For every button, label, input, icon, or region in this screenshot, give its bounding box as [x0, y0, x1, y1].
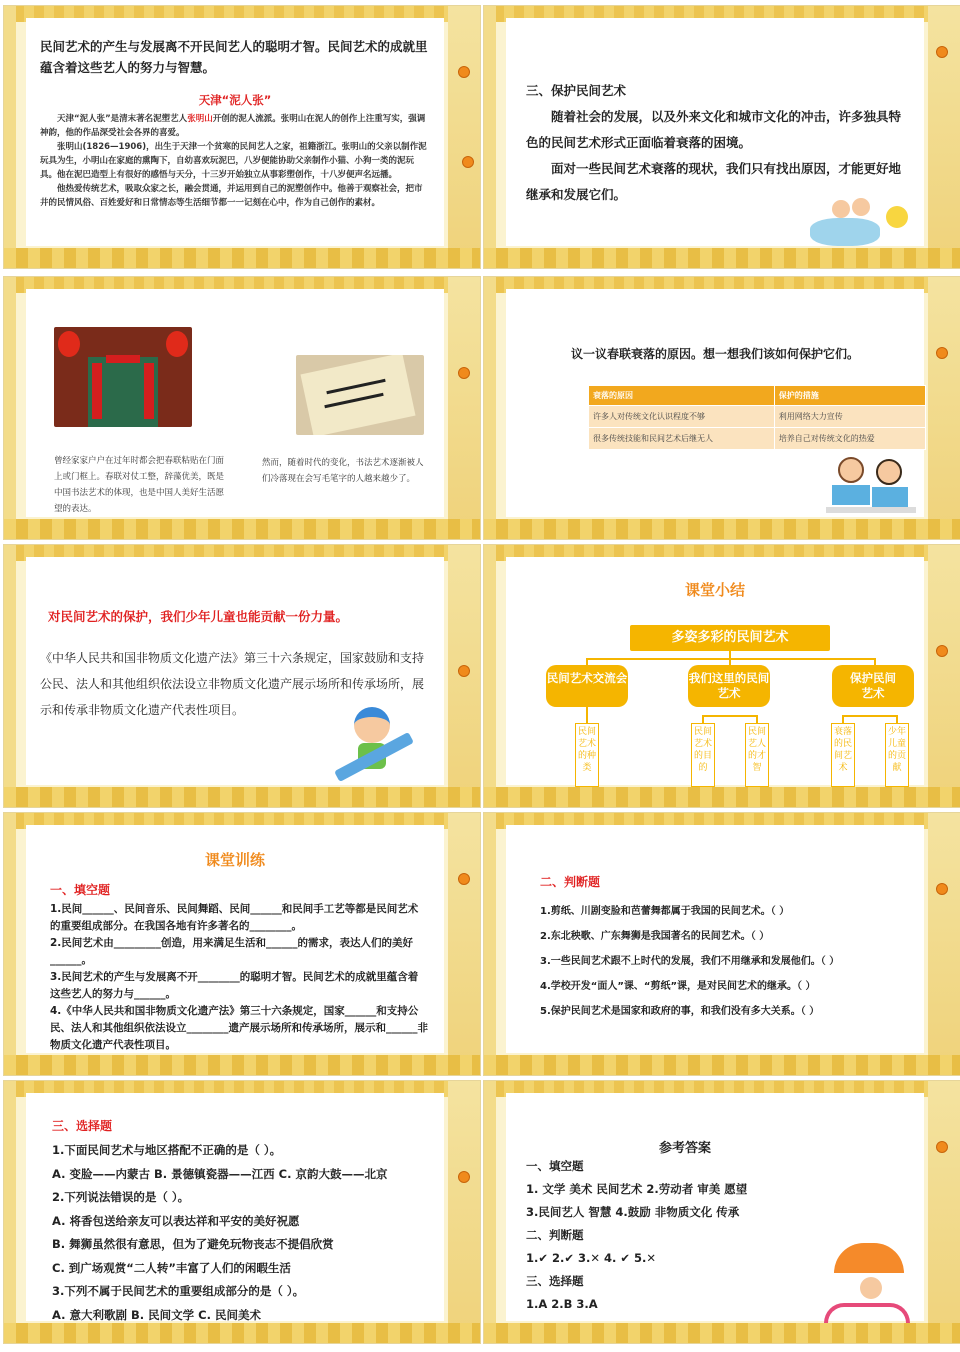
border-decoration [928, 1081, 960, 1343]
persimmon-icon [458, 66, 470, 78]
slide-content [26, 557, 444, 785]
border-decoration [484, 787, 960, 807]
border-decoration [484, 1055, 960, 1075]
border-decoration [484, 6, 496, 268]
slide-8 [483, 812, 960, 1076]
border-decoration [4, 545, 16, 807]
connector-line [842, 715, 844, 723]
paragraph: 他热爱传统艺术，吸取众家之长，融会贯通，并运用到自己的泥塑创作中。他善于观察社会，把市井的民情风俗、百姓爱好和日常情态等生活细节都一一记刻在心中，作为自己创作的素材。 [40, 184, 423, 208]
connector-line [896, 715, 898, 723]
border-decoration [928, 813, 960, 1075]
slide-content [506, 1093, 924, 1321]
slide-title: 课堂训练 [204, 851, 265, 869]
slide-3 [3, 276, 481, 540]
border-decoration [928, 6, 960, 268]
reading-kids-illustration [822, 457, 922, 523]
connector-line [586, 707, 588, 723]
table-cell: 利用网络大力宣传 [774, 406, 925, 428]
section-heading: 三、选择题 [52, 1119, 113, 1133]
slide-content [26, 18, 444, 246]
answer-line: 三、选择题 [526, 1274, 584, 1288]
connector-line [702, 715, 704, 723]
mindmap-node: 民间艺术交流会 [546, 665, 628, 707]
caption: 曾经家家户户在过年时都会把春联粘贴在门面上或门框上。春联对仗工整，辞藻优美，既是中国书法艺术的体现，也是中国人美好生活愿望的表达。 [54, 456, 225, 514]
options: A. 将香包送给亲友可以表达祥和平安的美好祝愿 [52, 1213, 300, 1228]
persimmon-icon [462, 156, 474, 168]
connector-line [702, 715, 758, 717]
slide-title: 课堂小结 [684, 581, 745, 599]
question: 2.下列说法错误的是（ ）。 [52, 1190, 190, 1204]
question: 5.保护民间艺术是国家和政府的事，和我们没有多大关系。（ ） [540, 1006, 820, 1017]
slide-content [26, 289, 444, 517]
border-decoration [4, 787, 480, 807]
border-decoration [4, 519, 480, 539]
border-decoration [928, 277, 960, 539]
connector-line [842, 715, 898, 717]
slide-5 [3, 544, 481, 808]
options: C. 到广场观赏“二人转”丰富了人们的闲暇生活 [52, 1260, 291, 1275]
spring-couplet-door-photo [54, 327, 192, 427]
border-decoration [4, 277, 16, 539]
border-decoration [4, 6, 16, 268]
girl-with-umbrella-illustration [824, 1243, 910, 1327]
border-decoration [484, 813, 496, 1075]
mindmap-leaf: 衰落的民间艺术 [831, 723, 855, 787]
question: 2.东北秧歌、广东舞狮是我国著名的民间艺术。（ ） [540, 931, 770, 942]
mindmap-root: 多姿多彩的民间艺术 [630, 625, 830, 651]
border-decoration [4, 813, 16, 1075]
question: 1.剪纸、川剧变脸和芭蕾舞都属于我国的民间艺术。（ ） [540, 906, 790, 917]
slide-content [506, 557, 924, 785]
section-heading: 二、判断题 [540, 875, 601, 889]
discussion-prompt: 议一议春联衰落的原因。想一想我们该如何保护它们。 [570, 347, 859, 361]
slide-content [506, 18, 924, 246]
persimmon-icon [936, 1141, 948, 1153]
mindmap-node: 我们这里的民间艺术 [688, 665, 770, 707]
answer-line: 一、填空题 [526, 1159, 584, 1173]
table-row [589, 428, 926, 450]
mindmap-leaf: 少年儿童的贡献 [885, 723, 909, 787]
table-row [589, 406, 926, 428]
border-decoration [484, 545, 496, 807]
slide-4 [483, 276, 960, 540]
paragraph: 面对一些民间艺术衰落的现状，我们只有找出原因，才能更好地继承和发展它们。 [526, 161, 902, 202]
highlight-name: 张明山 [187, 114, 213, 124]
table-cell: 培养自己对传统文化的热爱 [774, 428, 925, 450]
section-title: 天津“泥人张” [198, 93, 272, 107]
question: 3.一些民间艺术跟不上时代的发展，我们不用继承和发展他们。（ ） [540, 956, 840, 967]
intro-text: 民间艺术的产生与发展离不开民间艺人的聪明才智。民间艺术的成就里蕴含着这些艺人的努力与智慧。 [40, 39, 428, 75]
mindmap-leaf: 民间艺术的种类 [575, 723, 599, 787]
persimmon-icon [458, 665, 470, 677]
paragraph [40, 112, 430, 140]
persimmon-icon [458, 873, 470, 885]
table-cell: 许多人对传统文化认识程度不够 [589, 406, 775, 428]
slide-title: 参考答案 [658, 1141, 711, 1156]
table-header: 保护的措施 [774, 386, 925, 406]
question: 1.民间______、民间音乐、民间舞蹈、民间______和民间手工艺等都是民间艺术的重要组成部分。在我国各地有许多著名的________。 [50, 903, 419, 932]
persimmon-icon [458, 1171, 470, 1183]
paragraph: 随着社会的发展，以及外来文化和城市文化的冲击，许多独具特色的民间艺术形式正面临着衰落的困境。 [526, 109, 902, 150]
border-decoration [484, 277, 496, 539]
table-header: 衰落的原因 [589, 386, 775, 406]
question: 1.下面民间艺术与地区搭配不正确的是（ ）。 [52, 1143, 282, 1157]
slide-content [506, 289, 924, 517]
headline: 对民间艺术的保护，我们少年儿童也能贡献一份力量。 [48, 609, 349, 624]
answer-line: 1.A 2.B 3.A [526, 1297, 598, 1311]
persimmon-icon [936, 46, 948, 58]
caption: 然而，随着时代的变化，书法艺术逐渐被人们冷落现在会写毛笔字的人越来越少了。 [262, 458, 424, 484]
connector-line [756, 715, 758, 723]
slide-7 [3, 812, 481, 1076]
persimmon-icon [458, 367, 470, 379]
section-heading: 一、填空题 [50, 883, 111, 897]
answer-line: 3.民间艺人 智慧 4.鼓励 非物质文化 传承 [526, 1205, 740, 1219]
slide-content [26, 825, 444, 1053]
border-decoration [448, 813, 480, 1075]
paragraph: 《中华人民共和国非物质文化遗产法》第三十六条规定，国家鼓励和支持公民、法人和其他组织依法设立非物质文化遗产展示场所和传承场所，展示和传承非物质文化遗产代表性项目。 [40, 651, 425, 717]
calligraphy-photo [296, 355, 424, 435]
kids-on-plane-illustration [802, 196, 912, 252]
slide-content [506, 825, 924, 1053]
boy-with-pencil-illustration [332, 707, 422, 787]
slide-10 [483, 1080, 960, 1344]
text: 开创的泥人流派。张明山在泥人的创作上注重写实，强调神韵，他的作品深受社会各界的喜爱。 [40, 114, 426, 138]
options: A. 变脸——内蒙古 B. 景德镇瓷器——江西 C. 京韵大鼓——北京 [52, 1166, 388, 1181]
slide-9 [3, 1080, 481, 1344]
border-decoration [928, 545, 960, 807]
section-heading: 三、保护民间艺术 [526, 83, 627, 98]
paragraph: 张明山(1826—1906)，出生于天津一个贫寒的民间艺人之家，祖籍浙江。张明山的父亲以制作泥玩具为生，小明山在家庭的熏陶下，自幼喜欢玩泥巴，八岁便能协助父亲制作小猫、小狗一类的泥玩具。他在泥巴造型上有很好的感悟与天分，十三岁开始独立从事彩塑创作，十八岁便声名远播。 [40, 142, 427, 180]
border-decoration [448, 277, 480, 539]
mindmap-leaf: 民间艺术的目的 [691, 723, 715, 787]
slide-content [26, 1093, 444, 1321]
question: 4.学校开发“面人”课、“剪纸”课，是对民间艺术的继承。（ ） [540, 981, 816, 992]
persimmon-icon [936, 347, 948, 359]
question: 4.《中华人民共和国非物质文化遗产法》第三十六条规定，国家______和支持公民、法人和其他组织依法设立________遗产展示场所和传承场所，展示和______非物质文化遗产代表性项目。 [50, 1005, 428, 1051]
options: A. 意大利歌剧 B. 民间文学 C. 民间美术 [52, 1307, 261, 1322]
answer-line: 二、判断题 [526, 1228, 584, 1242]
text: 天津“泥人张”是清末著名泥塑艺人 [57, 114, 188, 124]
table-cell: 很多传统技能和民间艺术后继无人 [589, 428, 775, 450]
options: B. 舞狮虽然很有意思，但为了避免玩物丧志不提倡欣赏 [52, 1237, 334, 1251]
border-decoration [4, 1055, 480, 1075]
border-decoration [448, 6, 480, 268]
persimmon-icon [936, 883, 948, 895]
connector-line [586, 658, 876, 660]
causes-measures-table [588, 385, 926, 450]
slide-1 [3, 5, 481, 269]
question: 3.下列不属于民间艺术的重要组成部分的是（ ）。 [52, 1284, 305, 1298]
mindmap-leaf: 民间艺人的才智 [745, 723, 769, 787]
mindmap-node: 保护民间艺术 [832, 665, 914, 707]
border-decoration [4, 248, 480, 268]
answer-line: 1. 文学 美术 民间艺术 2.劳动者 审美 愿望 [526, 1182, 748, 1196]
border-decoration [484, 1081, 496, 1343]
slide-2 [483, 5, 960, 269]
question: 3.民间艺术的产生与发展离不开________的聪明才智。民间艺术的成就里蕴含着这些艺人的努力与______。 [50, 971, 419, 1000]
answer-line: 1.✔ 2.✔ 3.✕ 4. ✔ 5.✕ [526, 1251, 657, 1265]
persimmon-icon [936, 645, 948, 657]
border-decoration [448, 1081, 480, 1343]
border-decoration [4, 1081, 16, 1343]
question: 2.民间艺术由_________创造，用来满足生活和______的需求，表达人们的美好______。 [50, 937, 414, 966]
slide-6 [483, 544, 960, 808]
